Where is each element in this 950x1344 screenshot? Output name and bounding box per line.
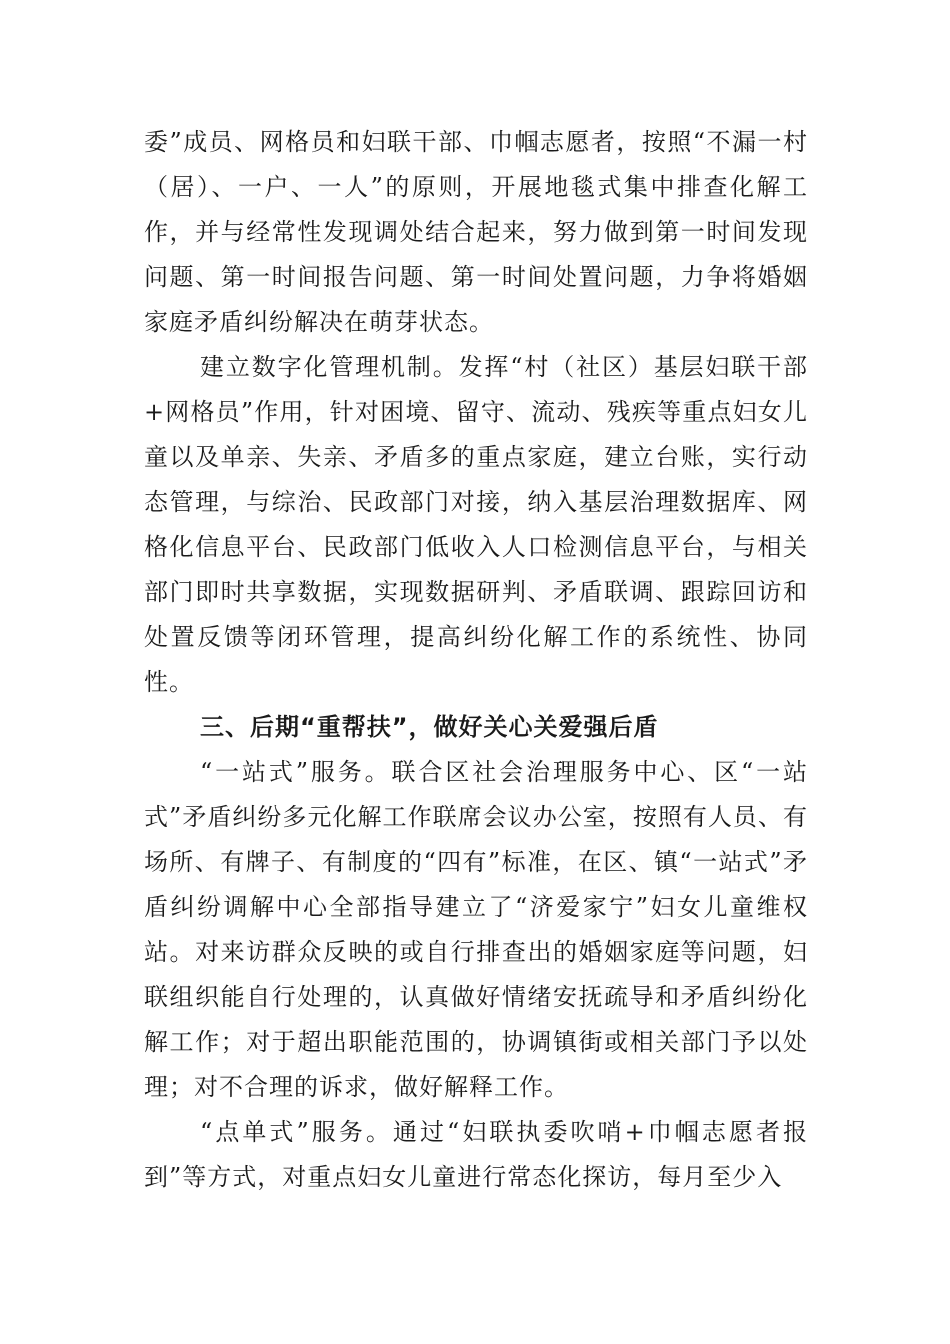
section-heading-3: 三、后期“重帮扶”，做好关心关爱强后盾: [200, 713, 659, 741]
paragraph-one-stop-service: “一站式”服务。联合区社会治理服务中心、区“一站式”矛盾纠纷多元化解工作联席会议办公室，按照有人员、有场所、有牌子、有制度的“四有”标准，在区、镇“一站式”矛盾纠纷调解中心全部指导建立了“济爱家宁”妇女儿童维权站。对来访群众反映的或自行排查出的婚姻家庭等问题，妇联组织能自行处理的，认真做好情绪安抚疏导和矛盾纠纷化解工作；对于超出职能范围的，协调镇街或相关部门予以处理；对不合理的诉求，做好解释工作。: [144, 758, 808, 1101]
paragraph-digital-management: 建立数字化管理机制。发挥“村（社区）基层妇联干部+网格员”作用，针对困境、留守、流动、残疾等重点妇女儿童以及单亲、失亲、矛盾多的重点家庭，建立台账，实行动态管理，与综治、民政部门对接，纳入基层治理数据库、网格化信息平台、民政部门低收入人口检测信息平台，与相关部门即时共享数据，实现数据研判、矛盾联调、跟踪回访和处置反馈等闭环管理，提高纠纷化解工作的系统性、协同性。: [144, 353, 808, 696]
paragraph-continuation: 委”成员、网格员和妇联干部、巾帼志愿者，按照“不漏一村（居）、一户、一人”的原则，开展地毯式集中排查化解工作，并与经常性发现调处结合起来，努力做到第一时间发现问题、第一时间报告问题、第一时间处置问题，力争将婚姻家庭矛盾纠纷解决在萌芽状态。: [144, 128, 808, 336]
paragraph-order-service: “点单式”服务。通过“妇联执委吹哨+巾帼志愿者报到”等方式，对重点妇女儿童进行常态化探访，每月至少入: [144, 1118, 808, 1191]
document-body: [144, 120, 808, 1200]
